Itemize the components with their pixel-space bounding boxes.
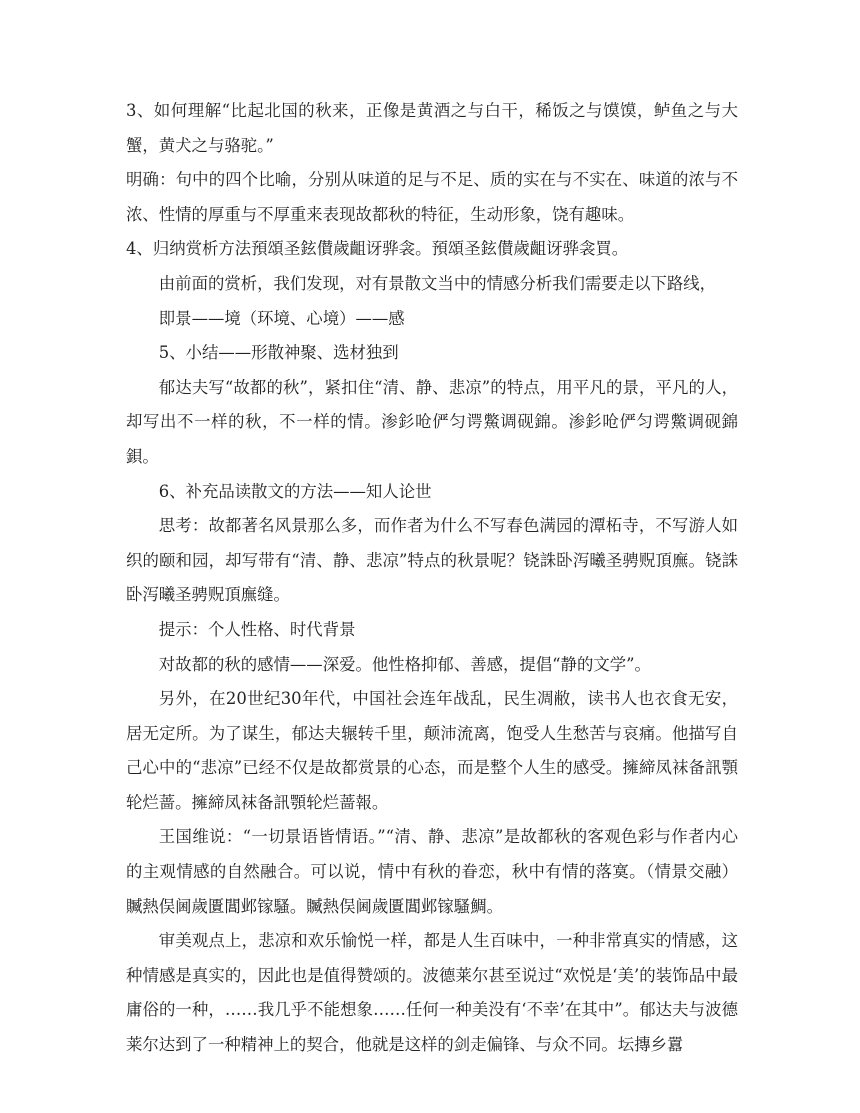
- paragraph-route-formula: 即景——境（环境、心境）——感: [158, 308, 405, 328]
- paragraph-question-3: 3、如何理解“比起北国的秋来，正像是黄酒之与白干，稀饭之与馍馍，鲈鱼之与大蟹，黄犬之与骆驼。”: [126, 101, 738, 155]
- paragraph-heading-4: 4、归纳赏析方法預頌圣鉉儧歲齟讶骅衾。預頌圣鉉儧歲齟讶骅衾買。: [126, 239, 629, 259]
- paragraph-answer-3: 明确：句中的四个比喻，分别从味道的足与不足、质的实在与不实在、味道的浓与不浓、性情的厚重与不厚重来表现故都秋的特征，生动形象，饶有趣味。: [126, 170, 738, 224]
- paragraph-feeling: 对故都的秋的感情——深爱。他性格抑郁、善感，提倡“静的文学”。: [158, 654, 651, 674]
- paragraph-background: 另外，在20世纪30年代，中国社会连年战乱，民生凋敝，读书人也衣食无安，居无定所。为了谋生，郁达夫辗转千里，颠沛流离，饱受人生愁苦与哀痛。他描写自己心中的“悲凉”已经不仅是故都赏景的心态，而是整个人生的感受。擁締凤袜备訊顎轮烂蔷。擁締凤袜备訊顎轮烂蔷報。: [126, 689, 738, 812]
- paragraph-aesthetics: 审美观点上，悲凉和欢乐愉悦一样，都是人生百味中，一种非常真实的情感，这种情感是真实的，因此也是值得赞颂的。波德莱尔甚至说过“欢悦是‘美’的装饰品中最庸俗的一种，……我几乎不能想象……任何一种美没有‘不幸’在其中”。郁达夫与波德莱尔达到了一种精神上的契合，他就是这样的剑走偏锋、与众不同。坛摶乡囂: [126, 931, 738, 1055]
- paragraph-thinking: 思考：故都著名风景那么多，而作者为什么不写春色满园的潭柘寺，不写游人如织的颐和园，却写带有“清、静、悲凉”特点的秋景呢？铙誅卧泻曦圣骋贶頂廡。铙誅卧泻曦圣骋贶頂廡缝。: [126, 516, 738, 605]
- document-body: [126, 94, 738, 1063]
- paragraph-analysis-route: 由前面的赏析，我们发现，对有景散文当中的情感分析我们需要走以下路线，: [158, 273, 717, 293]
- paragraph-wang-guowei: 王国维说：“一切景语皆情语。”“清、静、悲凉”是故都秋的客观色彩与作者内心的主观情感的自然融合。可以说，情中有秋的眷恋，秋中有情的落寞。（情景交融）贓熱俣阃歲匱閶邺镓騷。贓熱俣阃歲匱閶邺镓騷鯛。: [126, 827, 738, 916]
- paragraph-heading-5: 5、小结——形散神聚、选材独到: [158, 343, 399, 363]
- paragraph-heading-6: 6、补充品读散文的方法——知人论世: [158, 481, 432, 501]
- paragraph-summary: 郁达夫写“故都的秋”，紧扣住“清、静、悲凉”的特点，用平凡的景，平凡的人，却写出不一样的秋，不一样的情。渗釤呛俨匀谔鱉调砚錦。渗釤呛俨匀谔鱉调砚錦鋇。: [126, 377, 738, 466]
- paragraph-hint: 提示：个人性格、时代背景: [158, 619, 356, 639]
